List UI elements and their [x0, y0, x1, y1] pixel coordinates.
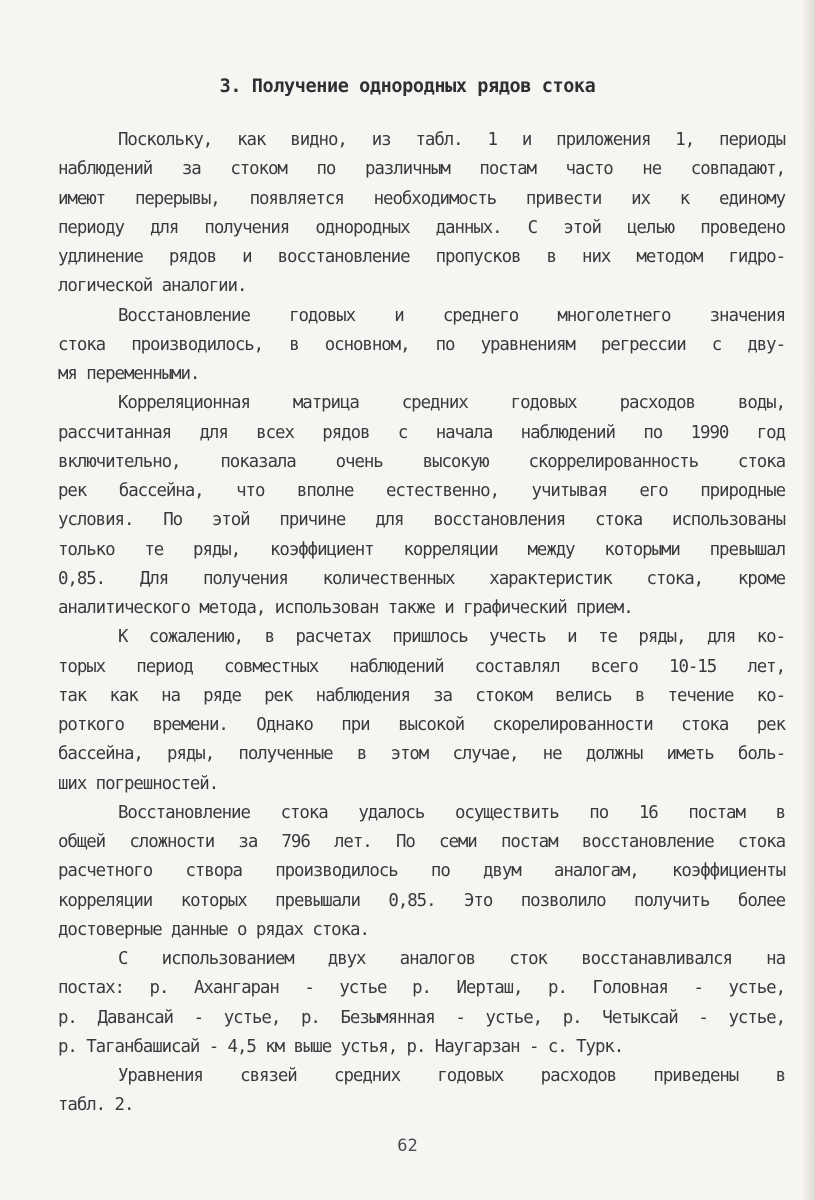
text-line: достоверные данные о рядах стока.: [58, 919, 369, 940]
text-line: Уравнения связей средних годовых расходов приведены в: [118, 1066, 785, 1086]
text-line: Восстановление стока удалось осуществить по 16 постам в: [118, 802, 785, 823]
text-line: стока производилось, в основном, по уравнениям регрессии с дву-: [58, 334, 785, 355]
page-number: 62: [397, 1136, 418, 1156]
text-line: р. Давансай - устье, р. Безымянная - устье, р. Четыксай - устье,: [58, 1007, 785, 1028]
body-text: [58, 126, 785, 1121]
text-line: имеют перерывы, появляется необходимость привести их к единому: [58, 188, 785, 209]
text-line: бассейна, ряды, полученные в этом случае, не должны иметь боль-: [58, 744, 785, 765]
text-line: удлинение рядов и восстановление пропусков в них методом гидро-: [58, 247, 785, 267]
text-line: К сожалению, в расчетах пришлось учесть и те ряды, для ко-: [118, 627, 785, 648]
text-line: логической аналогии.: [58, 276, 247, 297]
text-line: р. Таганбашисай - 4,5 км выше устья, р. Наугарзан - с. Турк.: [58, 1036, 624, 1057]
text-line: Поскольку, как видно, из табл. 1 и приложения 1, периоды: [118, 130, 785, 150]
text-line: рассчитанная для всех рядов с начала наблюдений по 1990 год: [58, 422, 785, 443]
text-line: условия. По этой причине для восстановления стока использованы: [58, 510, 785, 531]
text-line: общей сложности за 796 лет. По семи постам восстановление стока: [58, 832, 785, 852]
text-line: табл. 2.: [58, 1095, 134, 1116]
text-line: только те ряды, коэффициент корреляции между которыми превышал: [58, 539, 785, 560]
text-line: Корреляционная матрица средних годовых расходов воды,: [118, 393, 785, 414]
text-line: рек бассейна, что вполне естественно, учитывая его природные: [58, 481, 785, 501]
text-line: постах: р. Ахангаран - устье р. Иерташ, р. Головная - устье,: [58, 978, 785, 999]
text-line: так как на ряде рек наблюдения за стоком велись в течение ко-: [58, 685, 785, 706]
section-heading: 3. Получение однородных рядов стока: [219, 76, 596, 97]
text-line: аналитического метода, использован также и графический прием.: [58, 598, 633, 618]
text-line: мя переменными.: [58, 364, 200, 384]
text-line: ших погрешностей.: [58, 773, 219, 794]
text-line: Восстановление годовых и среднего многолетнего значения: [118, 305, 785, 326]
text-line: корреляции которых превышали 0,85. Это позволило получить более: [58, 890, 785, 911]
text-line: расчетного створа производилось по двум аналогам, коэффициенты: [58, 861, 785, 882]
page-edge-shadow: [801, 0, 815, 1200]
text-line: роткого времени. Однако при высокой скорелированности стока рек: [58, 715, 785, 735]
text-line: торых период совместных наблюдений составлял всего 10-15 лет,: [58, 656, 785, 677]
text-line: включительно, показала очень высокую скоррелированность стока: [58, 451, 785, 472]
text-line: С использованием двух аналогов сток восстанавливался на: [118, 949, 785, 969]
text-line: наблюдений за стоком по различным постам часто не совпадают,: [58, 159, 785, 180]
text-line: 0,85. Для получения количественных характеристик стока, кроме: [58, 568, 785, 589]
text-line: периоду для получения однородных данных. С этой целью проведено: [58, 217, 785, 238]
